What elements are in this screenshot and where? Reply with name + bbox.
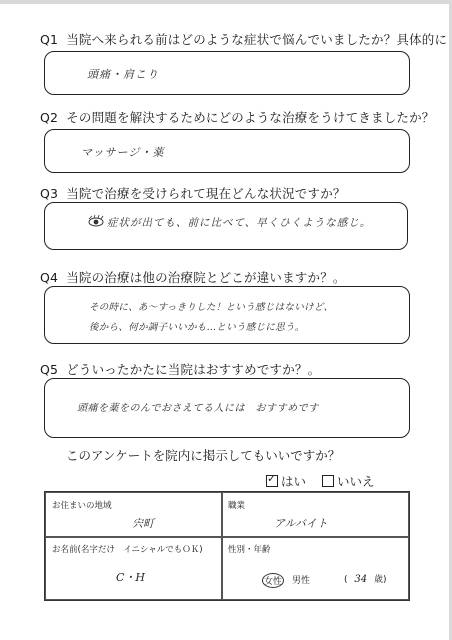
no-label: いいえ: [337, 474, 375, 489]
yes-checkbox[interactable]: [266, 475, 278, 487]
area-cell: [45, 492, 223, 538]
answer-text: 症状が出ても、前に比べて、早くひくような感じ。: [107, 217, 372, 229]
female-selected-circle: 女性: [262, 573, 284, 588]
answer-text: 頭痛を薬をのんでおさえてる人には おすすめです: [77, 403, 319, 414]
question-3: [40, 184, 346, 202]
name-label: お名前(名字だけ イニシャルでもＯＫ): [52, 545, 203, 555]
question-number: Q4: [40, 270, 59, 285]
age-open: (: [344, 575, 348, 585]
consent-yes[interactable]: [266, 472, 306, 490]
eye-doodle-icon: [87, 215, 105, 227]
age-field: [344, 572, 387, 585]
question-2: [40, 108, 435, 126]
answer-box-2: [44, 129, 410, 173]
job-label: 職業: [228, 501, 246, 511]
job-cell: [221, 492, 409, 538]
gender-age-cell: [221, 536, 409, 600]
answer-box-3: [44, 202, 408, 250]
job-value: アルバイト: [274, 517, 328, 530]
question-number: Q2: [40, 110, 59, 125]
consent-no[interactable]: [322, 472, 375, 490]
consent-question: このアンケートを院内に掲示してもいいですか？: [66, 448, 341, 463]
area-value: 宍町: [132, 517, 154, 530]
name-value: C・H: [116, 571, 146, 584]
answer-box-4: [44, 286, 410, 344]
question-number: Q5: [40, 362, 59, 377]
question-number: Q1: [40, 32, 59, 47]
question-1: [40, 30, 447, 48]
no-checkbox[interactable]: [322, 475, 334, 487]
answer-box-5: [44, 378, 410, 438]
age-close: 歳): [374, 575, 387, 585]
answer-line-1: その時に、あ～すっきりした！という感じはないけど、: [89, 302, 334, 313]
male-option: 男性: [292, 576, 311, 586]
age-value: 34: [354, 574, 368, 585]
gender-age-label: 性別・年齢: [228, 545, 271, 555]
respondent-info-table: [44, 491, 410, 601]
name-cell: [45, 536, 223, 600]
question-4: [40, 268, 346, 286]
answer-box-1: [44, 51, 410, 95]
female-option: [262, 573, 284, 588]
question-text: どういったかたに当院はおすすめですか？。: [66, 362, 321, 377]
question-number: Q3: [40, 186, 59, 201]
answer-line-2: 後から、何か調子いいかも…という感じに思う。: [89, 322, 305, 333]
question-text: その問題を解決するためにどのような治療をうけてきましたか？: [66, 110, 435, 125]
answer-text: マッサージ・薬: [81, 146, 165, 159]
question-text: 当院で治療を受けられて現在どんな状況ですか？: [66, 186, 346, 201]
question-text: 当院へ来られる前はどのような症状で悩んでいましたか？具体的に: [66, 32, 448, 47]
question-text: 当院の治療は他の治療院とどこが違いますか？。: [66, 270, 346, 285]
area-label: お住まいの地域: [52, 501, 112, 511]
yes-label: はい: [281, 474, 307, 489]
answer-text: 頭痛・肩こり: [87, 68, 159, 81]
scan-edge-top: [0, 0, 452, 4]
question-5: [40, 360, 320, 378]
